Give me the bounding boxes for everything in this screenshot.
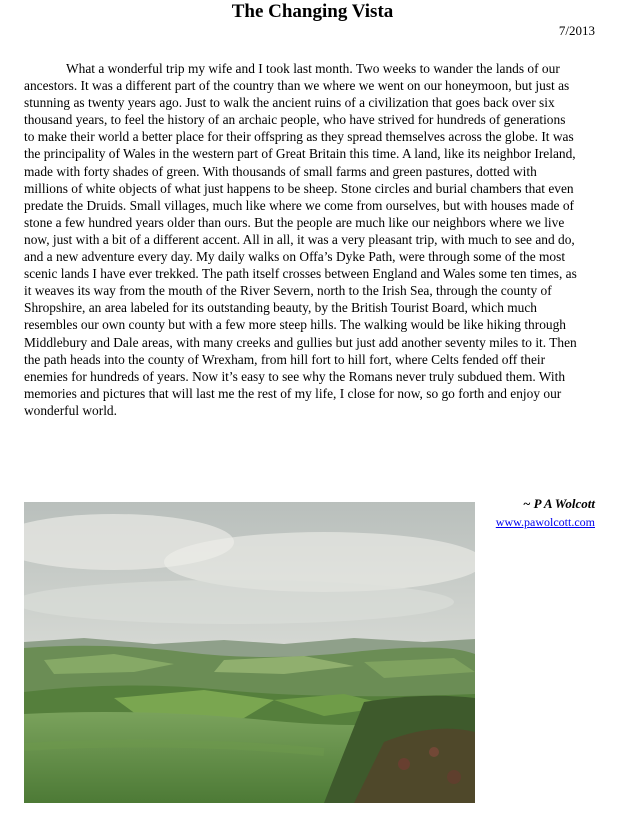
landscape-photo-drawing [24,502,475,803]
author-signature: ~ P A Wolcott [522,496,595,511]
article-body [24,60,577,419]
article-body-text: What a wonderful trip my wife and I took last month. Two weeks to wander the lands of our ancestors. It was a different part of the country than we where we went on our honeymoon, but just as stunning as twenty years ago. Just to walk the ancient ruins of a civilization that goes back over six thousand years, to feel the history of an archaic people, who have strived for hundreds of generations to make their world a better place for their offspring as they spread themselves across the globe. It was the principality of Wales in the western part of Great Britain this time. A land, like its neighbor Ireland, made with forty shades of green. With thousands of small farms and green pastures, dotted with millions of white objects of what just happens to be sheep. Stone circles and burial chambers that even predate the Druids. Small villages, much like where we come from ourselves, but with houses made of stone a few hundred years older than ours. But the people are much like our neighbors where we live now, just with a bit of a different accent. All in all, it was a very pleasant trip, with much to see and do, and a new adventure every day. My daily walks on Offa’s Dyke Path, were through some of the most scenic lands I have ever trekked. The path itself crosses between England and Wales some ten times, as it weaves its way from the mouth of the River Severn, north to the Irish Sea, through the county of Shropshire, an area labeled for its outstanding beauty, by the British Tourist Board, which much resembles our own county but with a few more steep hills. The walking would be like hiking through Middlebury and Dale areas, with many creeks and gullies but just add another seventy miles to it. Then the path heads into the county of Wrexham, from hill fort to hill fort, where Celts fended off their enemies for hundreds of years. Now it’s easy to see why the Romans never truly subdued them. With memories and pictures that will last me the rest of my life, I close for now, so go forth and enjoy our wonderful world. [24,61,577,418]
website-link[interactable]: www.pawolcott.com [495,515,595,529]
landscape-photo [24,502,475,803]
article-title: The Changing Vista [231,1,394,22]
article-date: 7/2013 [558,23,595,38]
